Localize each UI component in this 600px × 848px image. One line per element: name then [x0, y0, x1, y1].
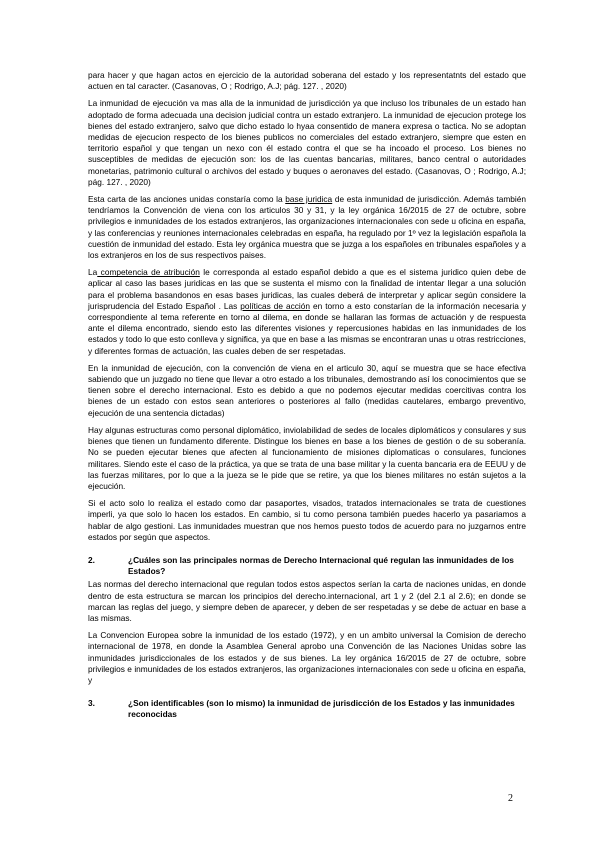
paragraph-4-text-a: La [88, 267, 98, 278]
paragraph-5: En la inmunidad de ejecución, con la convención de viena en el articulo 30, aquí se muestra que se hace efectiva sabiendo que un juzgado no tiene que llevar a otro estado a los tribunales, demostrando así los conocimientos que se tienen sobre el derecho internacional. Esto es debido a que no podemos ejecutar medidas coercitivas contra los bienes de un estado con estos sean anteriores o posteriores al fallo (medidas cautelares, embargo preventivo, ejecución de una sentencia dictadas) [88, 362, 526, 418]
page-body [88, 70, 526, 723]
paragraph-2: La inmunidad de ejecución va mas alla de la inmunidad de jurisdicción ya que incluso los tribunales de un estado han adoptado de forma adecuada una decision judicial contra un estado extranjero. La inmunidad de ejecucion protege los bienes del estado extranjero, salvo que dicho estado lo hyaa consentido de manera expresa o tactica. No se adoptan medidas de ejecucion respecto de los bienes publicos no comerciales del estado extranjero, siempre que esten en territorio español y que tengan un nexo con él estado contra el que se ha incoado el proceso. Los bienes no susceptibles de medidas de ejecución son: los de las cuentas bancarias, militares, banco central o autoridades monetarias, patrimonio cultural o archivos del estado y buques o aeronaves del estado. (Casanovas, O ; Rodrigo, A.J; pág. 127. , 2020) [88, 98, 526, 187]
paragraph-6: Hay algunas estructuras como personal diplomático, inviolabilidad de sedes de locales diplomáticos y consulares y sus bienes que tienen un fundamento diferente. Distingue los bienes en base a los bienes de gestión o de su soberanía. No se pueden ejecutar bienes que afecten al funcionamiento de misiones diplomaticas o consulares, funciones militares. Siendo este el caso de la práctica, ya que se trata de una base militar y la cuenta bancaria era de EEUU y de las fuerzas militares, por lo que a la jueza se le pide que se retire, ya que los bienes militares no están sujetos a la ejecución. [88, 424, 526, 491]
paragraph-9: La Convencion Europea sobre la inmunidad de los estado (1972), y en un ambito universal la Comision de derecho internacional de 1978, en donde la Asamblea General aprobo una Convención de las Naciones Unidas sobre las inmunidades jurisdiccionales de los estados y de sus bienes. La ley orgánica 16/2015 de 27 de octubre, sobre privilegios e inmunidades de los estados extranjeros, las organizaciones internacionales con sede u oficina en españa, y [88, 630, 526, 685]
section-title: ¿Cuáles son las principales normas de Derecho Internacional qué regulan las inmunidades de los Estados? [128, 554, 514, 577]
section-number: 2. [88, 554, 95, 565]
section-title: ¿Son identificables (son lo mismo) la inmunidad de jurisdicción de los Estados y las inmunidades reconocidas [128, 698, 515, 720]
paragraph-4-text-b: le corresponda al estado español debido a que es el sistema juridico quien debe de aplicar al caso las bases juridicas en las que se sustenta el mismo con la finalidad de intentar llegar a una solución para el problema basandonos en esas bases juridicas, las cuales deberá de interpretar y aplicar según considere la jurisprudencia del Estado Español . Las [88, 267, 526, 311]
paragraph-4 [88, 267, 526, 357]
paragraph-3-text-a: Esta carta de las anciones unidas constaría como la [88, 194, 286, 205]
paragraph-8: Las normas del derecho internacional que regulan todos estos aspectos serían la carta de naciones unidas, en donde dentro de esta estructura se marcan los principios del derecho.internacional, art 1 y 2 (del 2.1 al 2.6); en donde se marcan las reglas del juego, y siempre deben de aparecer, y deben de ser respetadas y se debe de actuar en base a las mismas. [88, 579, 526, 623]
paragraph-3-text-b: de esta inmunidad de jurisdicción. Además también tendríamos la Convención de viena con los articulos 30 y 31, y la ley orgánica 16/2015 de 27 de octubre, sobre privilegios e inmunidades de los estados extranjeros, las organizaciones internacionales con sede u oficina en españa, y las conferencias y reuniones internacionales celebradas en españa, ha regulado por 1º vez la legislación española la cuestión de inmunidad del estado. Esta ley orgánica muestra que se juzga a los españoles en tribunales españoles y a los extranjeros en los de sus respectivos paises. [88, 194, 526, 261]
paragraph-7: Si el acto solo lo realiza el estado como dar pasaportes, visados, tratados internacionales se trata de cuestiones imperli, ya que solo lo hacen los estados. En cambio, si tu como persona también puedes hacerlo ya pasariamos a hablar de algo gestioni. Las inmunidades muestran que nos hemos puesto todos de acuerdo para no juzgarnos entre estados por según que aspectos. [88, 498, 526, 542]
politicas-accion-link[interactable]: políticas de acción [240, 300, 310, 311]
section-heading-2 [88, 555, 526, 577]
competencia-atribucion-link[interactable]: competencia de atribución [97, 267, 200, 278]
page-number: 2 [508, 793, 513, 804]
paragraph-1: para hacer y que hagan actos en ejercicio de la autoridad soberana del estado y los representatnts del estado que actuen en tal caracter. (Casanovas, O ; Rodrigo, A.J; pág. 127. , 2020) [88, 70, 526, 92]
section-number: 3. [88, 698, 95, 709]
paragraph-4-text-c: en torno a esto constarían de la información necesaria y correspondiente al tema referente en torno al dilema, en donde se hallaran las formas de actuación y de respuesta ante el dilema encontrado, siendo esto las diferentes visiones y repercusiones habidas en las inmunidades de los estados y todo lo que esto conlleva y significa, ya que en base a las mismas se encontraran unas u otras restricciones, y diferentes formas de actuación, las cuales deben de ser respetadas. [88, 300, 526, 356]
section-heading-3 [88, 698, 526, 720]
base-juridica-link[interactable]: base juridica [285, 194, 333, 205]
paragraph-3 [88, 194, 526, 261]
